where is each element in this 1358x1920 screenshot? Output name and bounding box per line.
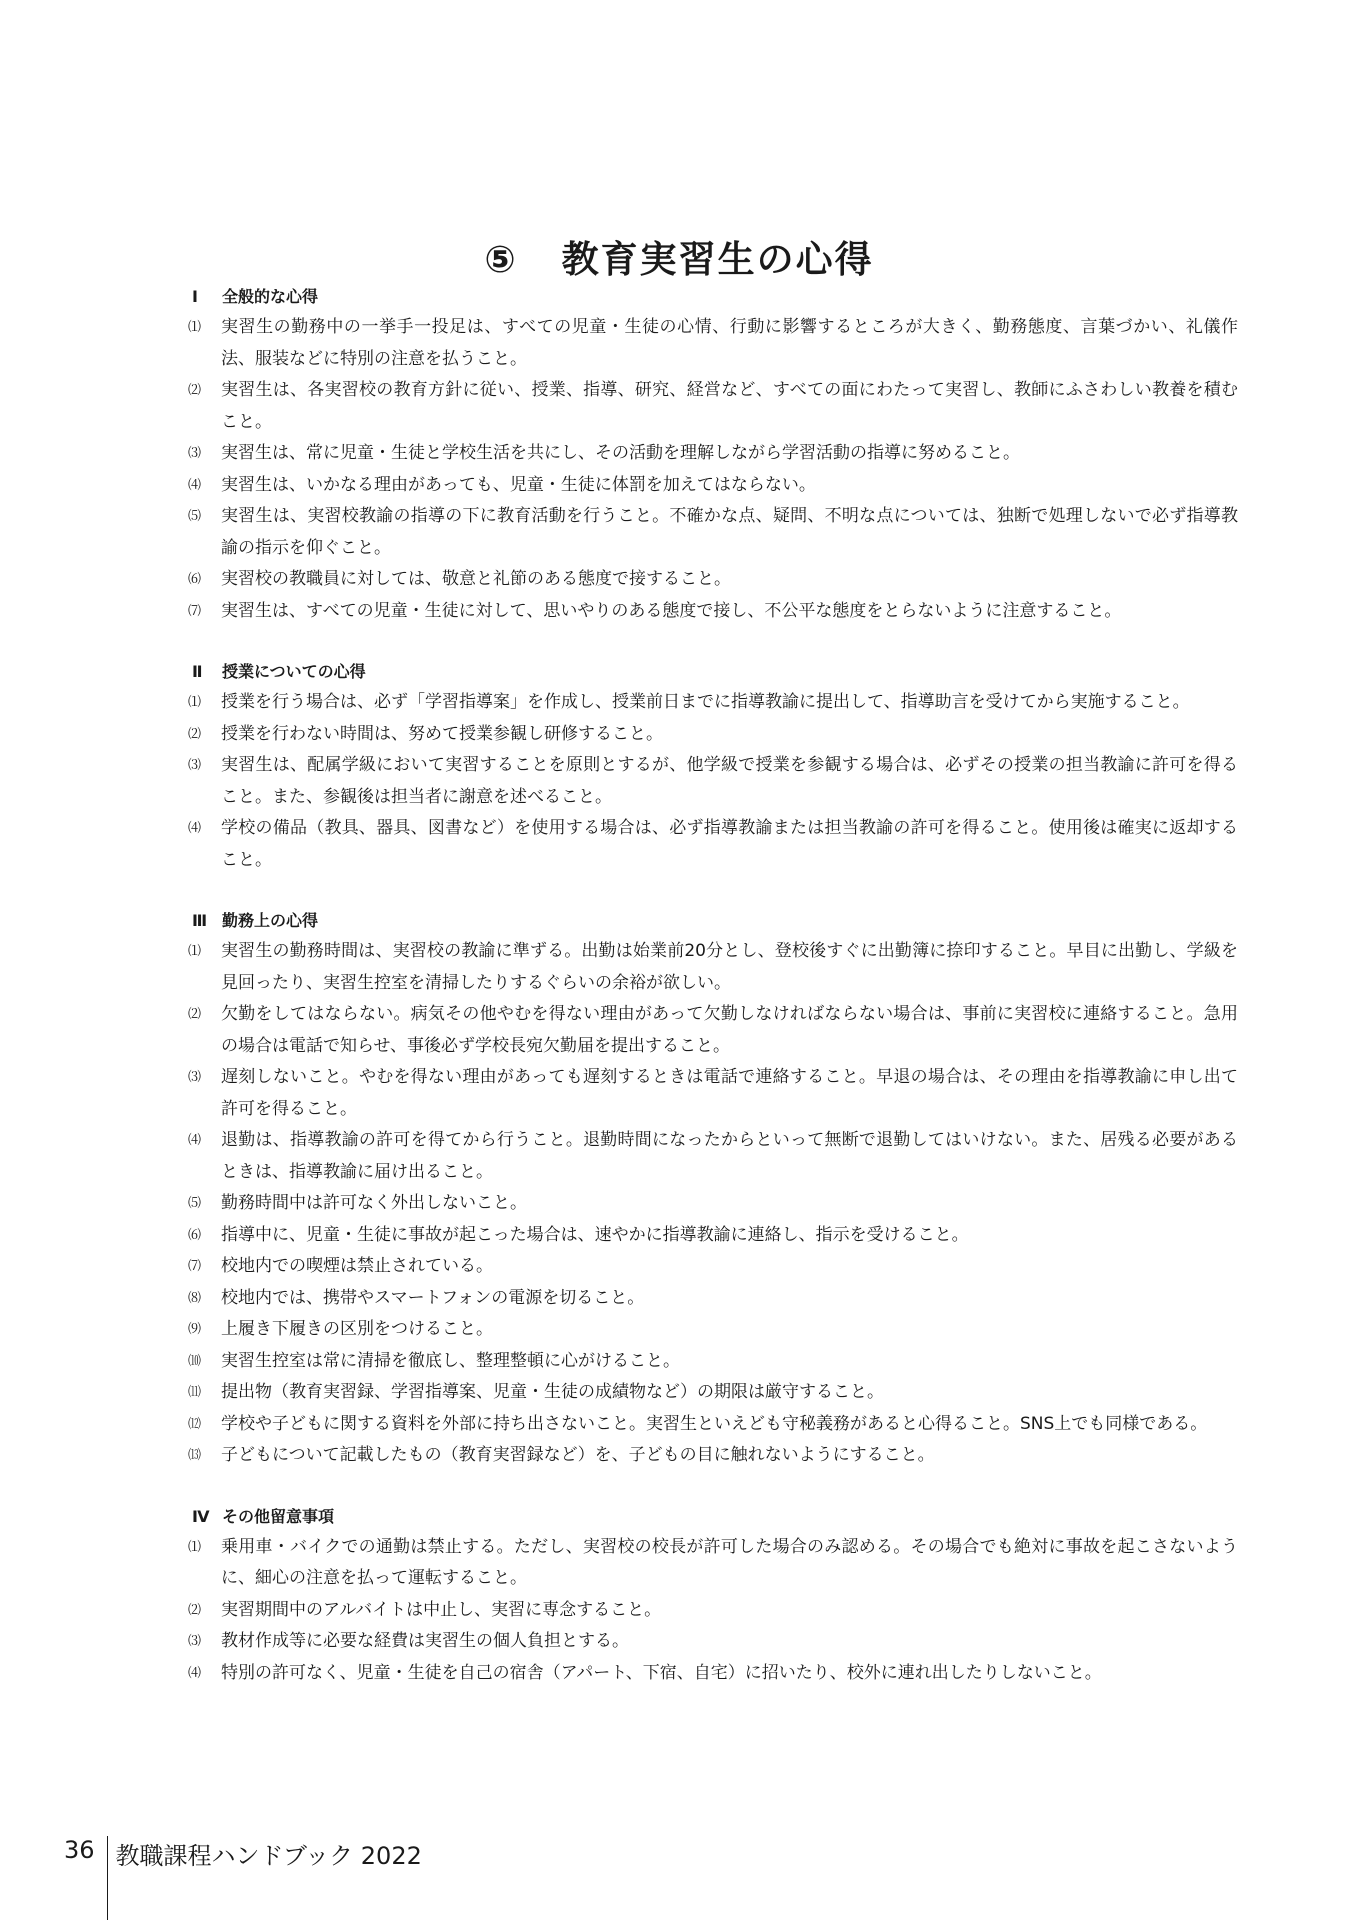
item-text: 指導中に、児童・生徒に事故が起こった場合は、速やかに指導教諭に連絡し、指示を受けること。 bbox=[221, 1224, 969, 1245]
section bbox=[188, 1502, 1238, 1690]
item-text: 実習生は、すべての児童・生徒に対して、思いやりのある態度で接し、不公平な態度をとらないように注意すること。 bbox=[221, 600, 1122, 621]
item-marker: ⑿ bbox=[188, 1416, 202, 1432]
list-item bbox=[188, 1062, 1238, 1125]
list-item bbox=[188, 813, 1238, 876]
list-item bbox=[188, 1283, 1238, 1315]
section bbox=[188, 657, 1238, 876]
section-heading bbox=[188, 282, 1238, 312]
list-item bbox=[188, 687, 1238, 719]
footer-divider bbox=[107, 1836, 108, 1920]
item-marker: ⑶ bbox=[188, 1070, 202, 1085]
item-text: 実習生は、実習校教諭の指導の下に教育活動を行うこと。不確かな点、疑問、不明な点については、独断で処理しないで必ず指導教諭の指示を仰ぐこと。 bbox=[221, 506, 1238, 558]
page-title bbox=[0, 229, 1358, 283]
item-marker: ⑾ bbox=[188, 1385, 202, 1400]
item-marker: ⑵ bbox=[188, 1007, 202, 1022]
item-text: 実習校の教職員に対しては、敬意と礼節のある態度で接すること。 bbox=[221, 569, 731, 589]
item-text: 乗用車・バイクでの通勤は禁止する。ただし、実習校の校長が許可した場合のみ認める。その場合でも絶対に事故を起こさないように、細心の注意を払って運転すること。 bbox=[221, 1536, 1238, 1588]
item-text: 実習生の勤務時間は、実習校の教諭に準ずる。出勤は始業前20分とし、登校後すぐに出勤簿に捺印すること。早目に出勤し、学級を見回ったり、実習生控室を清掃したりするぐらいの余裕が欲しい。 bbox=[221, 941, 1238, 993]
item-marker: ⑶ bbox=[188, 1634, 202, 1649]
section-numeral: Ⅰ bbox=[192, 287, 198, 306]
item-marker: ⑷ bbox=[188, 477, 202, 493]
list-item bbox=[188, 999, 1238, 1062]
list-item bbox=[188, 1346, 1238, 1378]
item-marker: ⑸ bbox=[188, 1196, 202, 1211]
section-numeral: Ⅱ bbox=[192, 662, 203, 681]
item-marker: ⑵ bbox=[188, 726, 202, 742]
item-text: 授業を行わない時間は、努めて授業参観し研修すること。 bbox=[221, 723, 663, 744]
list-item bbox=[188, 1188, 1238, 1220]
item-marker: ⑵ bbox=[188, 383, 202, 398]
section-heading-text: 授業についての心得 bbox=[222, 662, 366, 681]
list-item bbox=[188, 1532, 1238, 1595]
list-item bbox=[188, 470, 1238, 502]
page-footer bbox=[64, 1836, 422, 1920]
book-title: 教職課程ハンドブック 2022 bbox=[115, 1842, 422, 1870]
item-text: 授業を行う場合は、必ず「学習指導案」を作成し、授業前日までに指導教諭に提出して、指導助言を受けてから実施すること。 bbox=[221, 692, 1190, 712]
item-marker: ⑷ bbox=[188, 1133, 202, 1148]
item-marker: ⑺ bbox=[188, 1259, 202, 1274]
section bbox=[188, 906, 1238, 1472]
item-marker: ⑸ bbox=[188, 509, 202, 524]
list-item bbox=[188, 1125, 1238, 1188]
list-item bbox=[188, 375, 1238, 438]
list-item bbox=[188, 1377, 1238, 1409]
item-text: 子どもについて記載したもの（教育実習録など）を、子どもの目に触れないようにすること。 bbox=[221, 1445, 935, 1465]
section-heading-text: 全般的な心得 bbox=[222, 287, 319, 306]
item-text: 実習生は、配属学級において実習することを原則とするが、他学級で授業を参観する場合は、必ずその授業の担当教諭に許可を得ること。また、参観後は担当者に謝意を述べること。 bbox=[221, 755, 1238, 807]
item-marker: ⑴ bbox=[188, 944, 202, 959]
item-marker: ⑴ bbox=[188, 695, 202, 710]
item-marker: ⑷ bbox=[188, 1665, 202, 1681]
item-marker: ⑴ bbox=[188, 1539, 202, 1555]
item-text: 実習生は、いかなる理由があっても、児童・生徒に体罰を加えてはならない。 bbox=[221, 474, 816, 495]
list-item bbox=[188, 1440, 1238, 1472]
item-marker: ⑷ bbox=[188, 821, 202, 836]
section-numeral: Ⅲ bbox=[192, 911, 208, 930]
list-item bbox=[188, 1658, 1238, 1690]
main-content bbox=[188, 282, 1238, 1719]
item-marker: ⑺ bbox=[188, 603, 202, 619]
list-item bbox=[188, 750, 1238, 813]
item-marker: ⑴ bbox=[188, 320, 202, 335]
item-text: 実習期間中のアルバイトは中止し、実習に専念すること。 bbox=[221, 1599, 662, 1620]
list-item bbox=[188, 936, 1238, 999]
section-heading bbox=[188, 657, 1238, 687]
list-item bbox=[188, 1251, 1238, 1283]
item-text: 実習生は、各実習校の教育方針に従い、授業、指導、研究、経営など、すべての面にわたって実習し、教師にふさわしい教養を積むこと。 bbox=[221, 380, 1238, 432]
item-text: 上履き下履きの区別をつけること。 bbox=[221, 1319, 493, 1339]
item-marker: ⑶ bbox=[188, 758, 202, 773]
list-item bbox=[188, 596, 1238, 628]
item-marker: ⑹ bbox=[188, 572, 202, 587]
list-item bbox=[188, 719, 1238, 751]
section-heading bbox=[188, 1502, 1238, 1532]
list-item bbox=[188, 438, 1238, 470]
item-text: 特別の許可なく、児童・生徒を自己の宿舎（アパート、下宿、自宅）に招いたり、校外に連れ出したりしないこと。 bbox=[221, 1662, 1102, 1683]
item-text: 教材作成等に必要な経費は実習生の個人負担とする。 bbox=[221, 1631, 629, 1651]
item-text: 退勤は、指導教諭の許可を得てから行うこと。退勤時間になったからといって無断で退勤してはいけない。また、居残る必要があるときは、指導教諭に届け出ること。 bbox=[221, 1130, 1238, 1182]
item-text: 勤務時間中は許可なく外出しないこと。 bbox=[221, 1193, 527, 1213]
list-item bbox=[188, 564, 1238, 596]
item-marker: ⑽ bbox=[188, 1353, 202, 1369]
list-item bbox=[188, 1595, 1238, 1627]
title-text: 教育実習生の心得 bbox=[561, 237, 874, 281]
section-heading-text: その他留意事項 bbox=[222, 1506, 335, 1526]
item-marker: ⑵ bbox=[188, 1602, 202, 1618]
item-text: 実習生は、常に児童・生徒と学校生活を共にし、その活動を理解しながら学習活動の指導に努めること。 bbox=[221, 443, 1020, 463]
list-item bbox=[188, 501, 1238, 564]
item-text: 学校の備品（教具、器具、図書など）を使用する場合は、必ず指導教諭または担当教諭の許可を得ること。使用後は確実に返却すること。 bbox=[221, 818, 1238, 870]
item-marker: ⒀ bbox=[188, 1448, 202, 1463]
title-number: ⑤ bbox=[484, 237, 518, 281]
item-marker: ⑹ bbox=[188, 1227, 202, 1243]
page-number: 36 bbox=[64, 1836, 95, 1864]
list-item bbox=[188, 1314, 1238, 1346]
item-text: 実習生の勤務中の一挙手一投足は、すべての児童・生徒の心情、行動に影響するところが大きく、勤務態度、言葉づかい、礼儀作法、服装などに特別の注意を払うこと。 bbox=[221, 317, 1238, 369]
item-text: 欠勤をしてはならない。病気その他やむを得ない理由があって欠勤しなければならない場合は、事前に実習校に連絡すること。急用の場合は電話で知らせ、事後必ず学校長宛欠勤届を提出すること。 bbox=[221, 1004, 1238, 1056]
section-heading bbox=[188, 906, 1238, 936]
list-item bbox=[188, 1220, 1238, 1252]
section-heading-text: 勤務上の心得 bbox=[222, 911, 319, 930]
item-text: 校地内での喫煙は禁止されている。 bbox=[221, 1256, 493, 1276]
item-text: 学校や子どもに関する資料を外部に持ち出さないこと。実習生といえども守秘義務があると心得ること。SNS上でも同様である。 bbox=[221, 1413, 1208, 1434]
item-text: 校地内では、携帯やスマートフォンの電源を切ること。 bbox=[221, 1287, 645, 1308]
item-text: 実習生控室は常に清掃を徹底し、整理整頓に心がけること。 bbox=[221, 1350, 680, 1371]
item-text: 提出物（教育実習録、学習指導案、児童・生徒の成績物など）の期限は厳守すること。 bbox=[221, 1382, 884, 1402]
item-marker: ⑶ bbox=[188, 446, 202, 461]
section bbox=[188, 282, 1238, 627]
item-marker: ⑼ bbox=[188, 1322, 202, 1337]
section-numeral: Ⅳ bbox=[192, 1506, 210, 1526]
list-item bbox=[188, 1409, 1238, 1441]
list-item bbox=[188, 312, 1238, 375]
item-text: 遅刻しないこと。やむを得ない理由があっても遅刻するときは電話で連絡すること。早退の場合は、その理由を指導教諭に申し出て許可を得ること。 bbox=[221, 1067, 1238, 1119]
list-item bbox=[188, 1626, 1238, 1658]
item-marker: ⑻ bbox=[188, 1290, 202, 1306]
